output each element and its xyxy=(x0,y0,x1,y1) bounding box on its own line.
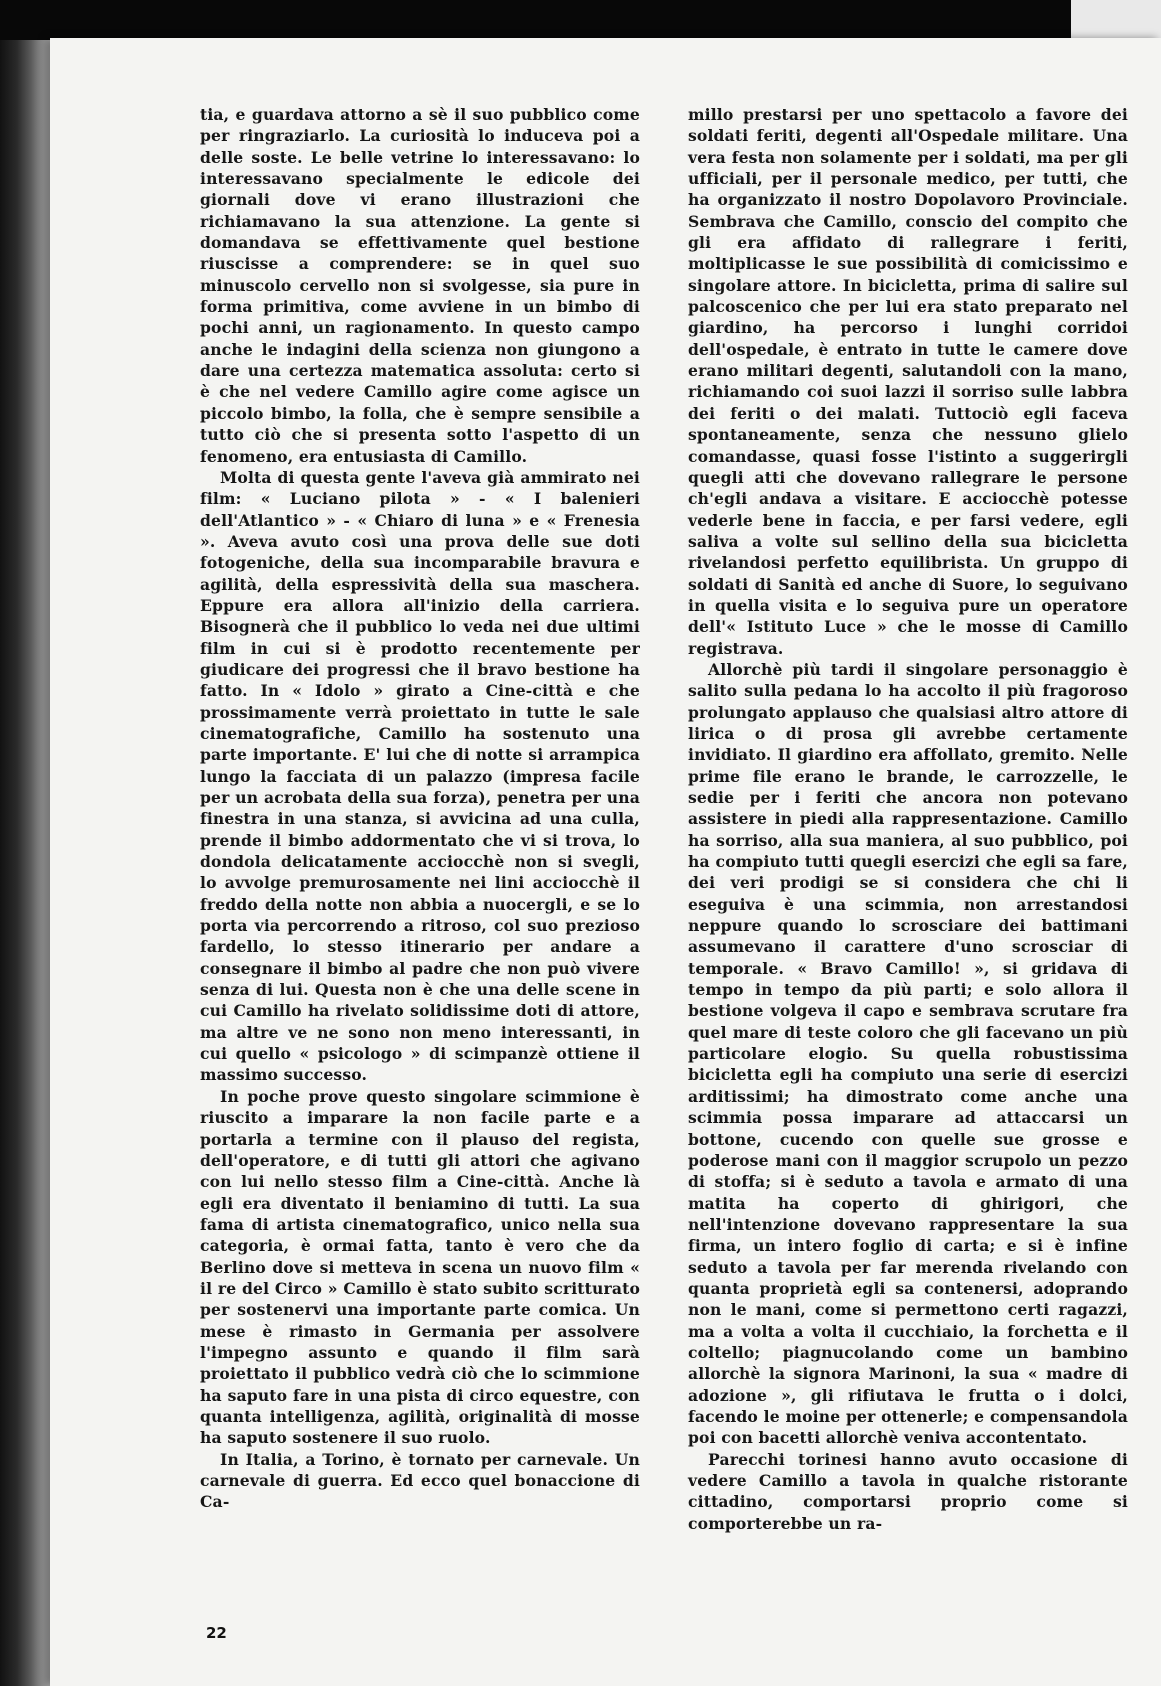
left-text-column xyxy=(200,104,640,1513)
right-text-column xyxy=(688,104,1128,1534)
paragraph: In poche prove questo singolare scimmione è riuscito a imparare la non facile parte e a portarla a termine con il plauso del regista, dell'operatore, e di tutti gli attori che agivano con lui nello stesso film a Cine-città. Anche là egli era diventato il beniamino di tutti. La sua fama di artista cinematografico, unico nella sua categoria, è ormai fatta, tanto è vero che da Berlino dove si metteva in scena un nuovo film « il re del Circo » Camillo è stato subito scritturato per sostenervi una importante parte comica. Un mese è rimasto in Germania per assolvere l'impegno assunto e quando il film sarà proiettato il pubblico vedrà ciò che lo scimmione ha saputo fare in una pista di circo equestre, con quanta intelligenza, agilità, originalità di mosse ha saputo sostenere il suo ruolo. xyxy=(200,1086,640,1448)
paragraph: tia, e guardava attorno a sè il suo pubblico come per ringraziarlo. La curiosità lo induceva poi a delle soste. Le belle vetrine lo interessavano: lo interessavano specialmente le edicole dei giornali dove vi erano illustrazioni che richiamavano la sua attenzione. La gente si domandava se effettivamente quel bestione riuscisse a comprendere: se in quel suo minuscolo cervello non si svolgesse, sia pure in forma primitiva, come avviene in un bimbo di pochi anni, un ragionamento. In questo campo anche le indagini della scienza non giungono a dare una certezza matematica assoluta: certo si è che nel vedere Camillo agire come agisce un piccolo bimbo, la folla, che è sempre sensibile a tutto ciò che si presenta sotto l'aspetto di un fenomeno, era entusiasta di Camillo. xyxy=(200,105,640,466)
paragraph: Molta di questa gente l'aveva già ammirato nei film: « Luciano pilota » - « I balenieri dell'Atlantico » - « Chiaro di luna » e « Frenesia ». Aveva avuto così una prova delle sue doti fotogeniche, della sua incomparabile bravura e agilità, della espressività della sua maschera. Eppure era allora all'inizio della carriera. Bisognerà che il pubblico lo veda nei due ultimi film in cui si è prodotto recentemente per giudicare dei progressi che il bravo bestione ha fatto. In « Idolo » girato a Cine-città e che prossimamente verrà proiettato in tutte le sale cinematografiche, Camillo ha sostenuto una parte importante. E' lui che di notte si arrampica lungo la facciata di un palazzo (impresa facile per un acrobata della sua forza), penetra per una finestra in una stanza, si avvicina ad una culla, prende il bimbo addormentato che vi si trova, lo dondola delicatamente acciocchè non si svegli, lo avvolge premurosamente nei lini acciocchè il freddo della notte non abbia a nuocergli, e se lo porta via percorrendo a ritroso, col suo prezioso fardello, lo stesso itinerario per andare a consegnare il bimbo al padre che non può vivere senza di lui. Questa non è che una delle scene in cui Camillo ha rivelato solidissime doti di attore, ma altre ve ne sono non meno interessanti, in cui quello « psicologo » di scimpanzè ottiene il massimo successo. xyxy=(200,467,640,1085)
page-number: 22 xyxy=(206,1624,227,1642)
paragraph: In Italia, a Torino, è tornato per carnevale. Un carnevale di guerra. Ed ecco quel bonaccione di Ca- xyxy=(200,1449,640,1512)
paragraph: Parecchi torinesi hanno avuto occasione di vedere Camillo a tavola in qualche ristorante cittadino, comportarsi proprio come si comporterebbe un ra- xyxy=(688,1449,1128,1533)
paragraph: Allorchè più tardi il singolare personaggio è salito sulla pedana lo ha accolto il più fragoroso prolungato applauso che qualsiasi altro attore di lirica o di prosa gli avrebbe certamente invidiato. Il giardino era affollato, gremito. Nelle prime file erano le brande, le carrozzelle, le sedie per i feriti che ancora non potevano assistere in piedi alla rappresentazione. Camillo ha sorriso, alla sua maniera, al suo pubblico, poi ha compiuto tutti quegli esercizi che egli sa fare, dei veri prodigi se si considera che chi li eseguiva è una scimmia, non arrestandosi neppure quando lo scrosciare dei battimani assumevano il carattere d'uno scrosciar di temporale. « Bravo Camillo! », si gridava di tempo in tempo da più parti; e solo allora il bestione volgeva il capo e sembrava scrutare fra quel mare di teste coloro che gli facevano un più particolare elogio. Su quella robustissima bicicletta egli ha compiuto una serie di esercizi arditissimi; ha dimostrato come anche una scimmia possa imparare ad attaccarsi un bottone, cucendo con quelle sue grosse e poderose mani con il maggior scrupolo un pezzo di stoffa; si è seduto a tavola e armato di una matita ha coperto di ghirigori, che nell'intenzione dovevano rappresentare la sua firma, un intero foglio di carta; e si è infine seduto a tavola per far merenda rivelando con quanta proprietà egli sa contenersi, adoprando non le mani, come si permettono certi ragazzi, ma a volta a volta il cucchiaio, la forchetta e il coltello; piagnucolando come un bambino allorchè la signora Marinoni, la sua « madre di adozione », gli rifiutava le frutta o i dolci, facendo le moine per ottenerle; e compensandola poi con bacetti allorchè veniva accontentato. xyxy=(688,659,1128,1448)
book-binding-edge xyxy=(0,40,56,1686)
scan-top-border xyxy=(0,0,1161,40)
magazine-page xyxy=(50,38,1161,1686)
paragraph: millo prestarsi per uno spettacolo a favore dei soldati feriti, degenti all'Ospedale militare. Una vera festa non solamente per i soldati, ma per gli ufficiali, per il personale medico, per tutti, che ha organizzato il nostro Dopolavoro Provinciale. Sembrava che Camillo, conscio del compito che gli era affidato di rallegrare i feriti, moltiplicasse le sue possibilità di comicissimo e singolare attore. In bicicletta, prima di salire sul palcoscenico che per lui era stato preparato nel giardino, ha percorso i lunghi corridoi dell'ospedale, è entrato in tutte le camere dove erano militari degenti, salutandoli con la mano, richiamando coi suoi lazzi il sorriso sulle labbra dei feriti o dei malati. Tuttociò egli faceva spontaneamente, senza che nessuno glielo comandasse, quasi fosse l'istinto a suggerirgli quegli atti che dovevano rallegrare le persone ch'egli andava a visitare. E acciocchè potesse vederle bene in faccia, e per farsi vedere, egli saliva a volte sul sellino della sua bicicletta rivelandosi perfetto equilibrista. Un gruppo di soldati di Sanità ed anche di Suore, lo seguivano in quella visita e lo seguiva pure un operatore dell'« Istituto Luce » che le mosse di Camillo registrava. xyxy=(688,105,1128,658)
scan-top-right-margin xyxy=(1071,0,1161,40)
